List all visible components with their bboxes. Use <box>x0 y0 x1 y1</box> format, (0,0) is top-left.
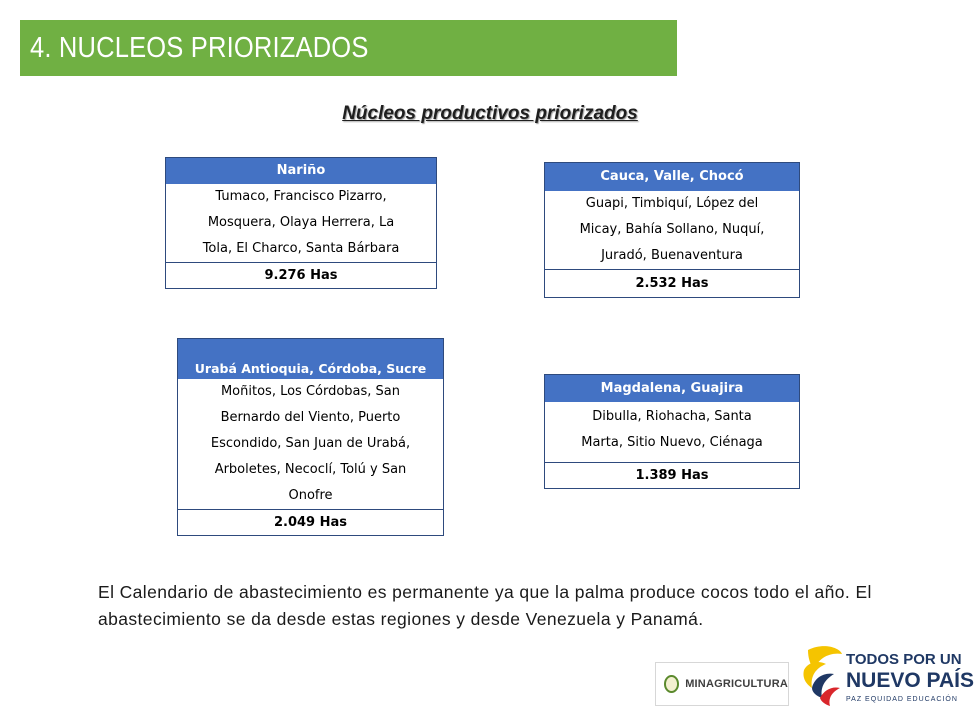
place-line: Tumaco, Francisco Pizarro, <box>215 189 387 204</box>
region-area: 2.532 Has <box>635 276 709 291</box>
ministry-name: MINAGRICULTURA <box>685 678 788 690</box>
section-subtitle: Núcleos productivos priorizados <box>342 103 638 124</box>
place-line: Dibulla, Riohacha, Santa <box>592 409 752 424</box>
region-area: 9.276 Has <box>264 268 338 283</box>
place-line: Juradó, Buenaventura <box>601 248 743 263</box>
place-line: Guapi, Timbiquí, López del <box>585 196 759 211</box>
place-line: Marta, Sitio Nuevo, Ciénaga <box>581 435 763 450</box>
place-line: Moñitos, Los Córdobas, San <box>220 384 401 399</box>
page-title: 4. NUCLEOS PRIORIZADOS <box>30 32 369 64</box>
region-name: Cauca, Valle, Chocó <box>545 163 799 191</box>
flag-swoosh-icon <box>800 640 846 712</box>
place-line: Micay, Bahía Sollano, Nuquí, <box>579 222 765 237</box>
region-name: Nariño <box>166 158 436 184</box>
region-places <box>178 379 443 510</box>
supply-calendar-note: El Calendario de abastecimiento es permanente ya que la palma produce cocos todo el año. El abastecimiento se da desde estas regiones y desde Venezuela y Panamá. <box>98 582 872 629</box>
region-card-uraba-cordoba-sucre <box>177 338 444 536</box>
region-name: Magdalena, Guajira <box>545 375 799 402</box>
region-places <box>545 402 799 463</box>
region-area: 1.389 Has <box>635 468 709 483</box>
todos-por-un-nuevo-pais-logo <box>800 640 974 712</box>
region-card-magdalena-guajira <box>544 374 800 489</box>
region-name: Urabá Antioquia, Córdoba, Sucre <box>178 339 443 379</box>
region-places <box>545 191 799 270</box>
minagricultura-logo <box>655 662 789 706</box>
place-line: Mosquera, Olaya Herrera, La <box>207 215 395 230</box>
place-line: Escondido, San Juan de Urabá, <box>210 436 411 451</box>
region-card-narino <box>165 157 437 289</box>
slogan-line-2: NUEVO PAÍS <box>846 669 974 692</box>
slogan-line-3: PAZ EQUIDAD EDUCACIÓN <box>846 696 958 703</box>
place-line: Onofre <box>288 488 333 503</box>
region-card-cauca-valle-choco <box>544 162 800 298</box>
slogan-line-1: TODOS POR UN <box>846 651 962 668</box>
colombia-seal-icon <box>664 675 679 693</box>
place-line: Bernardo del Viento, Puerto <box>220 410 401 425</box>
region-places <box>166 184 436 263</box>
place-line: Arboletes, Necoclí, Tolú y San <box>214 462 407 477</box>
place-line: Tola, El Charco, Santa Bárbara <box>202 241 400 256</box>
region-area: 2.049 Has <box>273 515 348 530</box>
